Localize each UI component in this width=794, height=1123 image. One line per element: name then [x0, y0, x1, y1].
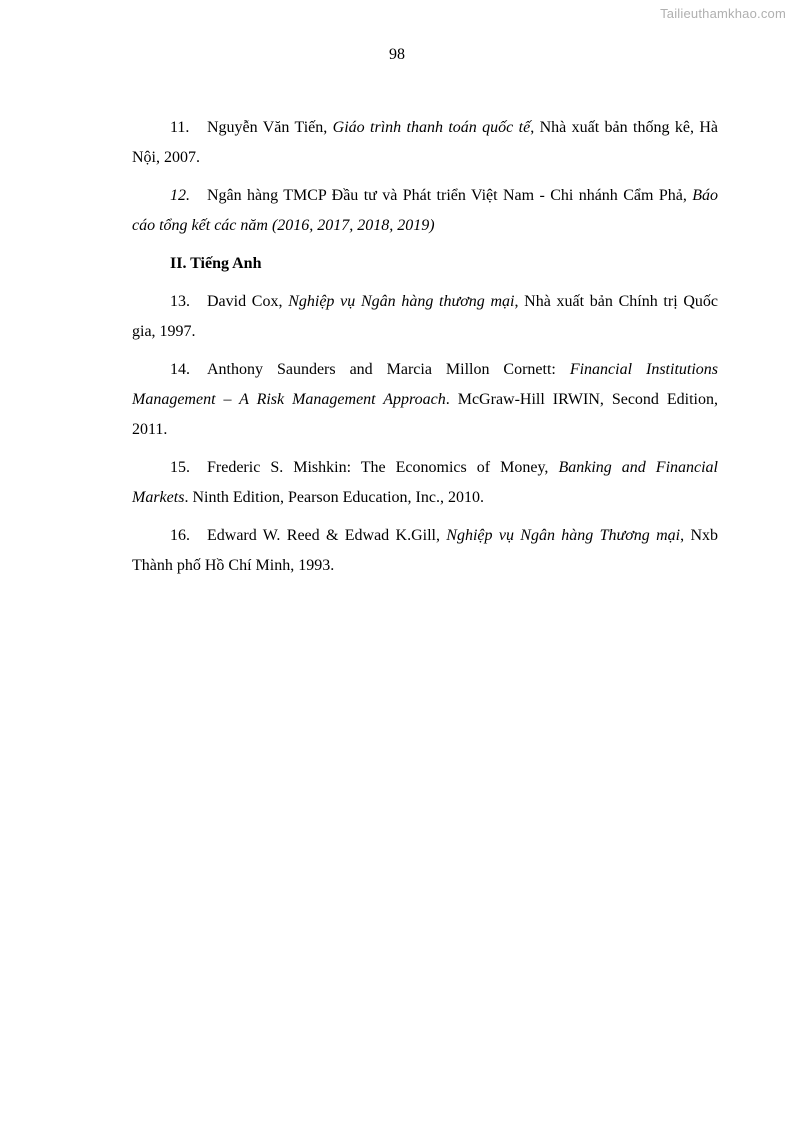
page-number: 98 [389, 46, 405, 63]
reference-details: . McGraw-Hill IRWIN, Second Edition, 2011. [132, 391, 718, 438]
reference-details: . Ninth Edition, Pearson Education, Inc., 2010. [184, 489, 484, 506]
references-list [132, 113, 718, 589]
reference-author: Ngân hàng TMCP Đầu tư và Phát triển Việt Nam - Chi nhánh Cẩm Phả, [207, 187, 693, 204]
reference-entry [132, 521, 718, 581]
reference-entry [132, 355, 718, 445]
reference-number: 14. [170, 361, 190, 378]
reference-title: Nghiệp vụ Ngân hàng Thương mại [446, 527, 681, 544]
reference-details: , Nhà xuất bản thống kê, Hà Nội, 2007. [132, 119, 718, 166]
reference-number: 11. [170, 119, 190, 136]
reference-details: , Nhà xuất bản Chính trị Quốc gia, 1997. [132, 293, 719, 340]
reference-title: Nghiệp vụ Ngân hàng thương mại [288, 293, 515, 310]
watermark-text: Tailieuthamkhao.com [660, 6, 786, 21]
reference-title: Financial Institutions Management – A Risk Management Approach [132, 361, 719, 408]
reference-number: 15. [170, 459, 190, 476]
reference-author: Anthony Saunders and Marcia Millon Cornett: [207, 361, 570, 378]
section-heading: II. Tiếng Anh [170, 255, 262, 272]
reference-author: Edward W. Reed & Edwad K.Gill, [207, 527, 447, 544]
reference-number: 16. [170, 527, 190, 544]
reference-entry [132, 113, 718, 173]
reference-title: Giáo trình thanh toán quốc tế [332, 119, 531, 136]
reference-title: Báo cáo tổng kết các năm (2016, 2017, 2018, 2019) [132, 187, 718, 234]
reference-entry [132, 181, 718, 241]
reference-details: , Nxb Thành phố Hồ Chí Minh, 1993. [132, 527, 719, 574]
reference-number: 13. [170, 293, 190, 310]
reference-author: Frederic S. Mishkin: The Economics of Money, [207, 459, 559, 476]
reference-title: Banking and Financial Markets [132, 459, 719, 506]
reference-entry [132, 287, 718, 347]
reference-entry [132, 453, 718, 513]
reference-author: Nguyễn Văn Tiến, [207, 119, 333, 136]
reference-author: David Cox, [207, 293, 289, 310]
reference-number: 12. [170, 187, 190, 204]
